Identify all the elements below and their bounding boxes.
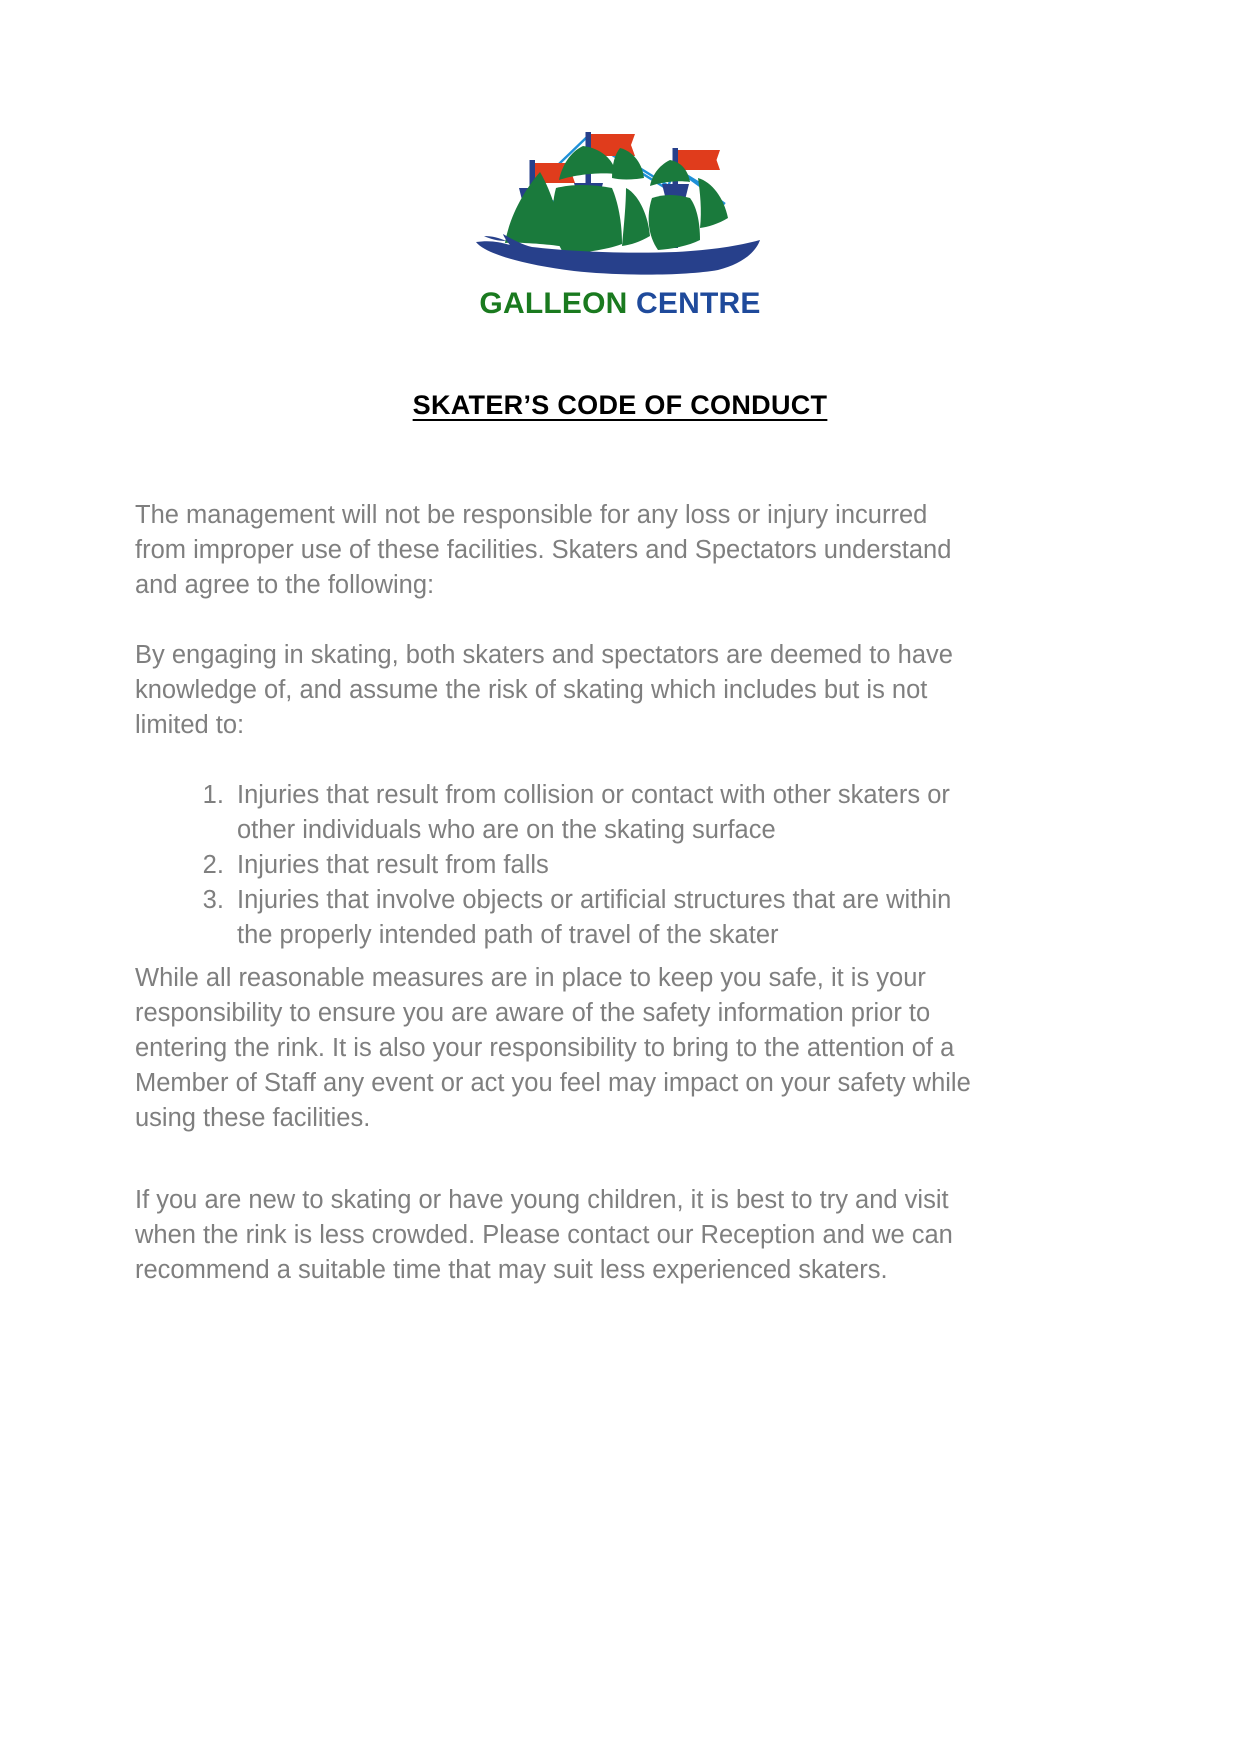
paragraph-risk-lead: By engaging in skating, both skaters and spectators are deemed to have knowledge of, and assume the risk of skating which includes but is not limited to: (135, 641, 953, 739)
spacer (135, 743, 980, 778)
page-title (0, 390, 1240, 421)
document-body (135, 498, 980, 1288)
list-item: 3. Injuries that involve objects or artificial structures that are within the properly intended path of travel of the skater (231, 883, 980, 953)
list-item: 2. Injuries that result from falls (231, 848, 980, 883)
paragraph-intro: The management will not be responsible for any loss or injury incurred from improper use of these facilities. Skaters and Spectators understand and agree to the following: (135, 501, 952, 599)
paragraph-reasonable-measures: While all reasonable measures are in place to keep you safe, it is your responsibility to ensure you are aware of the safety information prior to entering the rink. It is also your responsibility to bring to the attention of a Member of Staff any event or act you feel may impact on your safety while using these facilities. (135, 964, 971, 1132)
organisation-logo (0, 118, 1240, 320)
logo-wordmark (0, 287, 1240, 320)
logo-wordmark-galleon: GALLEON (479, 287, 628, 320)
page-title-text: SKATER’S CODE OF CONDUCT (412, 390, 828, 421)
paragraph-new-skaters: If you are new to skating or have young children, it is best to try and visit when the rink is less crowded. Please contact our Reception and we can recommend a suitable time that may suit less experienced skaters. (135, 1186, 953, 1284)
logo-wordmark-centre: CENTRE (636, 287, 761, 320)
list-item: 1. Injuries that result from collision or contact with other skaters or other individuals who are on the skating surface (231, 778, 980, 848)
spacer (135, 1171, 980, 1183)
risk-list (135, 778, 980, 953)
galleon-ship-icon (470, 118, 770, 278)
